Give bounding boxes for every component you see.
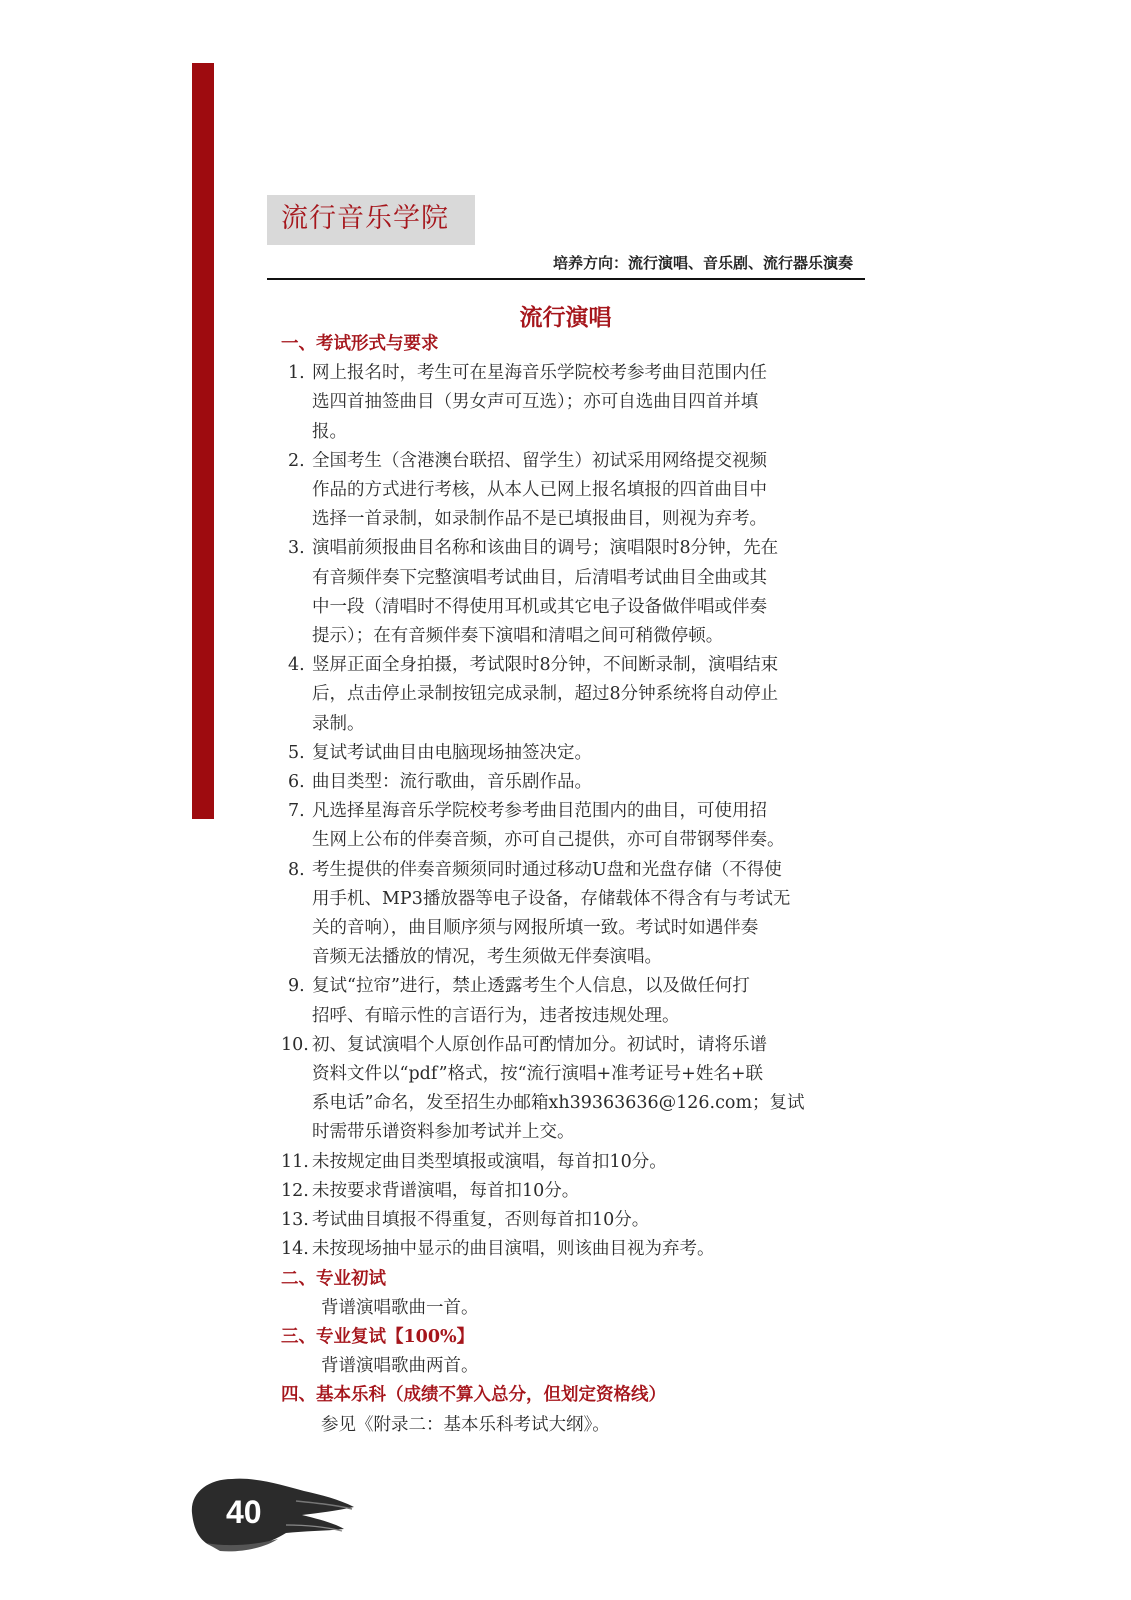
item-text-line: 竖屏正面全身拍摄，考试限时8分钟，不间断录制，演唱结束	[312, 655, 779, 676]
page-number: 40	[226, 1494, 262, 1530]
requirement-item	[281, 797, 871, 855]
item-text-line: 生网上公布的伴奏音频，亦可自己提供，亦可自带钢琴伴奏。	[312, 830, 785, 851]
requirement-item	[281, 768, 871, 797]
item-text-line: 有音频伴奏下完整演唱考试曲目，后清唱考试曲目全曲或其	[312, 567, 767, 588]
item-text-line: 选四首抽签曲目（男女声可互选）；亦可自选曲目四首并填	[312, 392, 759, 413]
requirements-list	[281, 359, 871, 1264]
requirement-item	[281, 1235, 871, 1264]
item-text-line: 凡选择星海音乐学院校考参考曲目范围内的曲目，可使用招	[312, 801, 767, 822]
requirement-item	[281, 359, 871, 447]
ink-brush-page-badge	[186, 1473, 356, 1553]
item-number: 5.	[288, 742, 305, 763]
item-text-line: 招呼、有暗示性的言语行为，违者按违规处理。	[312, 1005, 680, 1026]
item-text-line: 演唱前须报曲目名称和该曲目的调号；演唱限时8分钟，先在	[312, 538, 779, 559]
section-title: 流行演唱	[519, 304, 612, 331]
requirement-item	[281, 651, 871, 739]
section-text-3: 背谱演唱歌曲两首。	[321, 1356, 479, 1377]
item-text-line: 初、复试演唱个人原创作品可酌情加分。初试时，请将乐谱	[312, 1034, 767, 1055]
item-text-line: 曲目类型：流行歌曲，音乐剧作品。	[312, 772, 592, 793]
item-text-line: 选择一首录制，如录制作品不是已填报曲目，则视为弃考。	[312, 509, 767, 530]
item-text-line: 音频无法播放的情况，考生须做无伴奏演唱。	[312, 947, 662, 968]
item-text-line: 用手机、MP3播放器等电子设备，存储载体不得含有与考试无	[312, 888, 791, 909]
item-text-line: 报。	[312, 421, 347, 442]
section-text-2: 背谱演唱歌曲一首。	[321, 1297, 479, 1318]
item-text-line: 录制。	[312, 713, 365, 734]
item-text-line: 关的音响），曲目顺序须与网报所填一致。考试时如遇伴奏	[312, 918, 759, 939]
item-text-line: 考生提供的伴奏音频须同时通过移动U盘和光盘存储（不得使	[312, 859, 782, 880]
item-text-line: 后，点击停止录制按钮完成录制，超过8分钟系统将自动停止	[312, 684, 779, 705]
item-text-line: 系电话”命名，发至招生办邮箱xh39363636@126.com；复试	[312, 1093, 805, 1114]
requirement-item	[281, 447, 871, 535]
requirement-item	[281, 856, 871, 973]
item-number: 11.	[281, 1151, 309, 1172]
item-text-line: 复试考试曲目由电脑现场抽签决定。	[312, 742, 592, 763]
header-divider	[267, 278, 865, 280]
item-text-line: 网上报名时，考生可在星海音乐学院校考参考曲目范围内任	[312, 363, 767, 384]
item-text-line: 未按要求背谱演唱，每首扣10分。	[312, 1180, 580, 1201]
item-text-line: 中一段（清唱时不得使用耳机或其它电子设备做伴唱或伴奏	[312, 596, 767, 617]
item-text-line: 作品的方式进行考核，从本人已网上报名填报的四首曲目中	[312, 480, 767, 501]
college-title: 流行音乐学院	[281, 203, 449, 234]
section-heading-3: 三、专业复试【100%】	[281, 1326, 475, 1347]
item-number: 4.	[288, 655, 305, 676]
item-number: 10.	[281, 1034, 309, 1055]
item-number: 13.	[281, 1210, 309, 1231]
item-number: 6.	[288, 772, 305, 793]
item-text-line: 提示）；在有音频伴奏下演唱和清唱之间可稍微停顿。	[312, 626, 724, 647]
item-number: 2.	[288, 450, 305, 471]
requirement-item	[281, 1177, 871, 1206]
item-number: 12.	[281, 1180, 309, 1201]
requirement-item	[281, 1031, 871, 1148]
section-heading-1: 一、考试形式与要求	[281, 334, 439, 354]
section-heading-2: 二、专业初试	[281, 1268, 386, 1289]
requirement-item	[281, 972, 871, 1030]
item-text-line: 全国考生（含港澳台联招、留学生）初试采用网络提交视频	[312, 450, 767, 471]
section-heading-4: 四、基本乐科（成绩不算入总分，但划定资格线）	[281, 1385, 666, 1406]
item-number: 14.	[281, 1239, 309, 1260]
item-text-line: 考试曲目填报不得重复，否则每首扣10分。	[312, 1210, 650, 1231]
item-text-line: 未按规定曲目类型填报或演唱，每首扣10分。	[312, 1151, 667, 1172]
item-text-line: 未按现场抽中显示的曲目演唱，则该曲目视为弃考。	[312, 1239, 715, 1260]
requirement-item	[281, 534, 871, 651]
section-text-4: 参见《附录二：基本乐科考试大纲》。	[321, 1414, 610, 1435]
requirement-item	[281, 739, 871, 768]
item-text-line: 资料文件以“pdf”格式，按“流行演唱+准考证号+姓名+联	[312, 1064, 763, 1085]
item-text-line: 时需带乐谱资料参加考试并上交。	[312, 1122, 575, 1143]
item-number: 9.	[288, 976, 305, 997]
training-direction: 培养方向：流行演唱、音乐剧、流行器乐演奏	[552, 254, 853, 272]
main-content	[281, 330, 871, 1440]
item-text-line: 复试“拉帘”进行，禁止透露考生个人信息，以及做任何打	[312, 976, 750, 997]
item-number: 1.	[288, 363, 305, 384]
requirement-item	[281, 1206, 871, 1235]
decorative-side-bar	[192, 63, 214, 819]
requirement-item	[281, 1148, 871, 1177]
item-number: 7.	[288, 801, 305, 822]
item-number: 3.	[288, 538, 305, 559]
item-number: 8.	[288, 859, 305, 880]
